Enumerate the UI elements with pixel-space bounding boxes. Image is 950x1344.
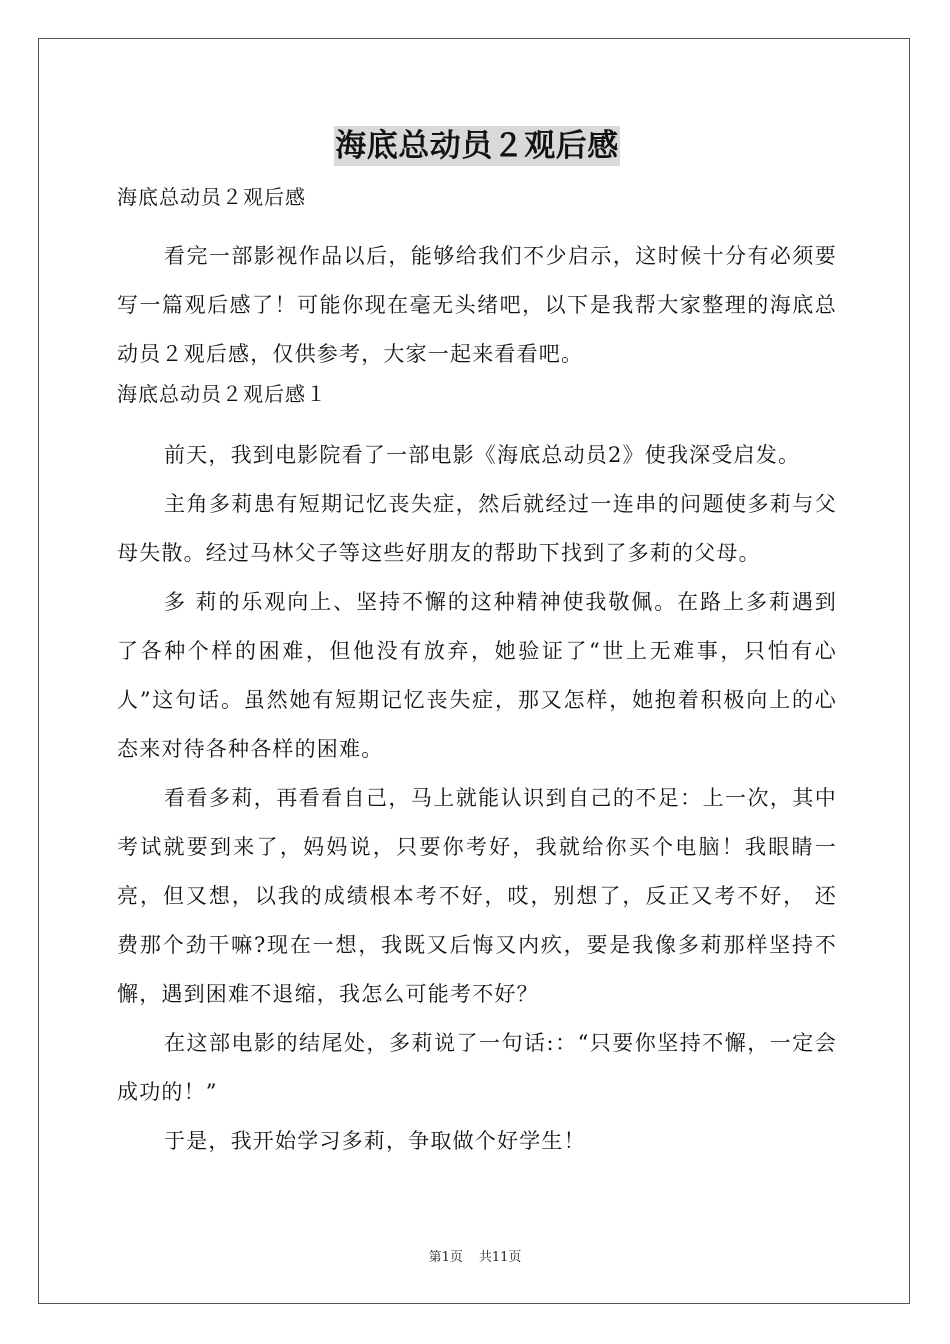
paragraph-3: 多 莉的乐观向上、坚持不懈的这种精神使我敬佩。在路上多莉遇到了各种个样的困难，但他没有放弃，她验证了“世上无难事，只怕有心人”这句话。虽然她有短期记忆丧失症，那又怎样，她抱着积极向上的心态来对待各种各样的困难。 [117,590,837,761]
intro-paragraph: 看完一部影视作品以后，能够给我们不少启示，这时候十分有必须要写一篇观后感了！可能你现在毫无头绪吧，以下是我帮大家整理的海底总动员２观后感，仅供参考，大家一起来看看吧。 [117,244,837,366]
title-wrap [117,126,837,170]
document-body [117,126,837,1166]
paragraph-2: 主角多莉患有短期记忆丧失症，然后就经过一连串的问题使多莉与父母失散。经过马林父子等这些好朋友的帮助下找到了多莉的父母。 [117,492,837,565]
page-total: 共11页 [478,1250,522,1265]
page-footer [0,1249,950,1267]
paragraph-6: 于是，我开始学习多莉，争取做个好学生！ [164,1129,586,1153]
paragraph-4: 看看多莉，再看看自己，马上就能认识到自己的不足：上一次，其中考试就要到来了，妈妈说，只要你考好，我就给你买个电脑！我眼睛一亮，但又想，以我的成绩根本考不好，哎，别想了，反正又考不好， 还 费那个劲干嘛?现在一想，我既又后悔又内疚，要是我像多莉那样坚持不懈，遇到困难不退缩，我怎么可能考不好？ [117,786,837,1006]
page-number: 第1页 [428,1250,463,1265]
section-heading: 海底总动员２观后感１ [117,382,327,406]
document-heading: 海底总动员２观后感 [117,185,306,209]
paragraph-1: 前天，我到电影院看了一部电影《海底总动员2》使我深受启发。 [164,443,801,467]
document-title: 海底总动员２观后感 [335,128,619,164]
paragraph-5: 在这部电影的结尾处，多莉说了一句话:：“只要你坚持不懈，一定会成功的！” [117,1031,837,1104]
